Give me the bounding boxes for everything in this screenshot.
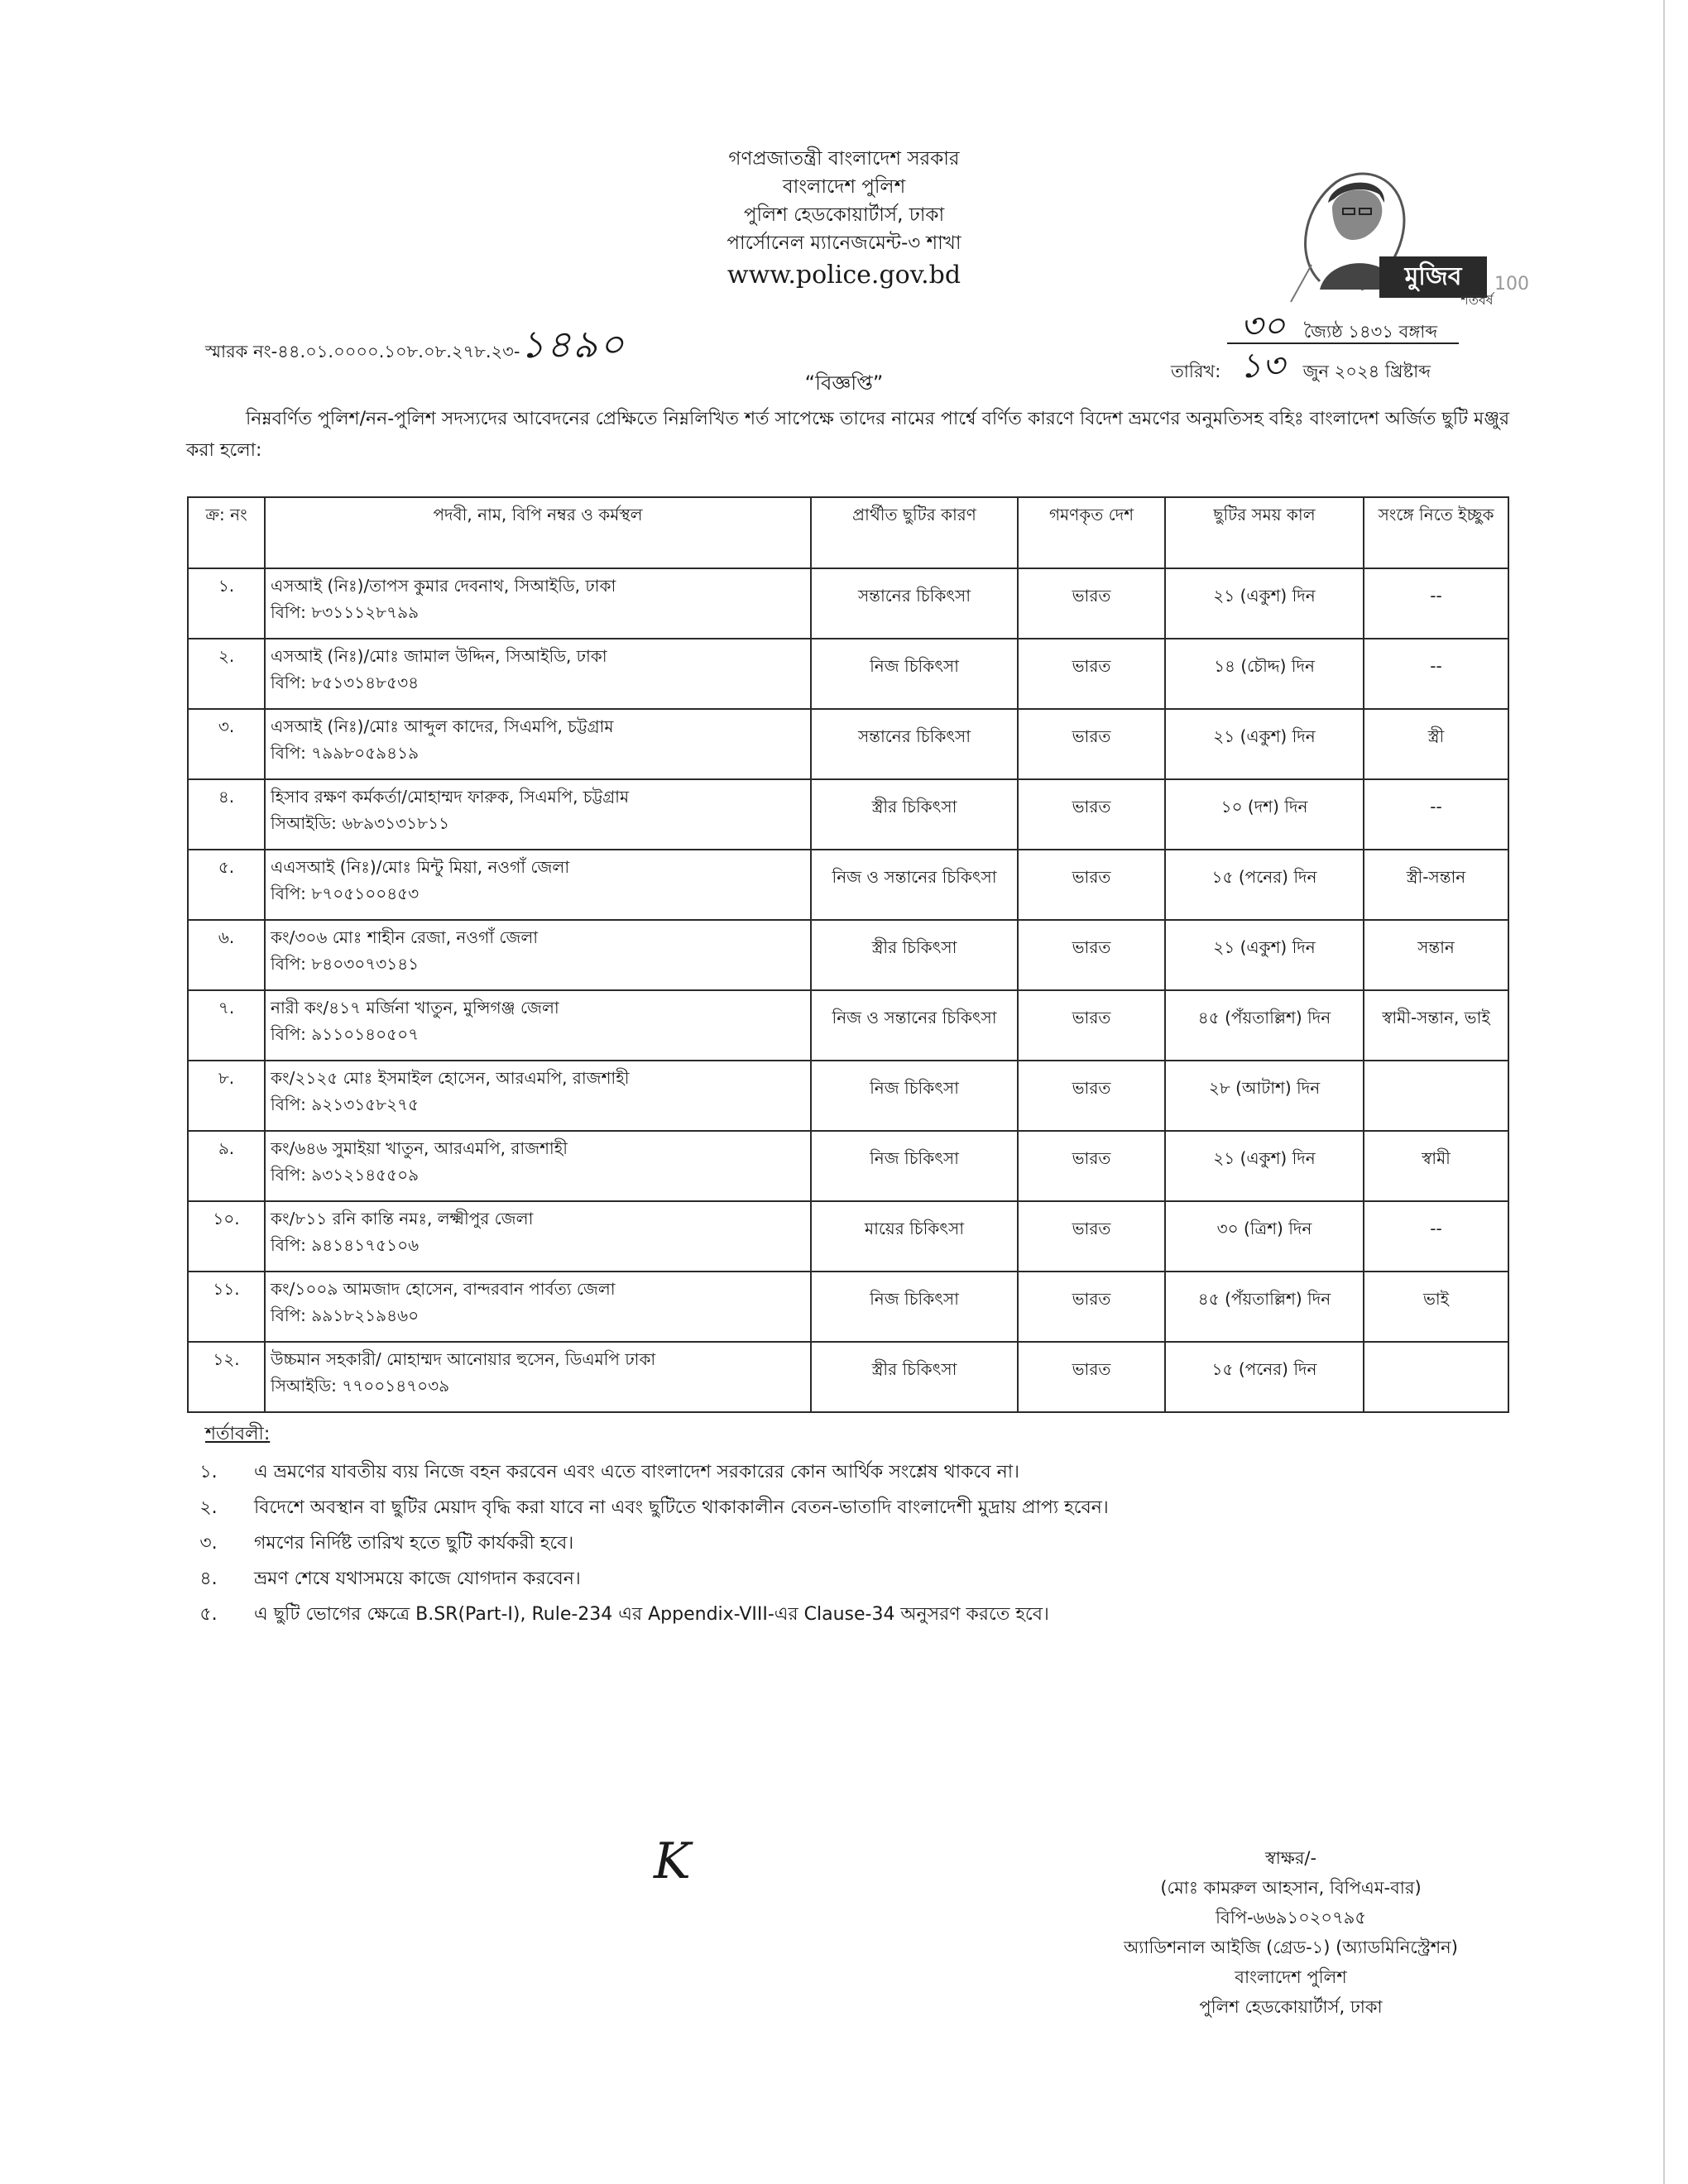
table-row [188,1342,1508,1412]
date-bangla-rest: জ্যৈষ্ঠ ১৪৩১ বঙ্গাব্দ [1303,322,1438,342]
row-country: ভারত [1072,726,1111,746]
row-reason: স্ত্রীর চিকিৎসা [871,937,957,957]
row-country: ভারত [1072,1078,1111,1098]
mujib-100-logo [1287,157,1535,306]
row-country-cell [1018,1061,1165,1131]
condition-item [192,1454,1599,1490]
row-duration-cell [1165,779,1364,850]
row-name: কং/৬৪৬ সুমাইয়া খাতুন, আরএমপি, রাজশাহী [271,1138,568,1158]
row-country: ভারত [1072,937,1111,957]
logo-text: মুজিব [1404,262,1462,291]
row-id: সিআইডি: ৭৭০০১৪৭০৩৯ [271,1376,450,1396]
row-country-cell [1018,850,1165,920]
row-companion-cell [1364,568,1508,639]
col-serial: ক্র: নং [188,497,265,568]
row-companion-cell [1364,990,1508,1061]
row-companion: স্বামী-সন্তান, ভাই [1382,1008,1490,1027]
table-row [188,568,1508,639]
row-name-cell [265,850,811,920]
row-companion: -- [1430,586,1442,606]
condition-text: এ ছুটি ভোগের ক্ষেত্রে B.SR(Part-I), Rule-234 এর Appendix-VIII-এর Clause-34 অনুসরণ করতে হবে। [254,1604,1049,1625]
row-country: ভারত [1072,1219,1111,1238]
signatory-bp-number: বিপি-৬৬৯১০২০৭৯৫ [1216,1908,1366,1928]
condition-number: ৪. [199,1569,218,1589]
memo-handwritten-number: ১৪৯০ [520,322,626,366]
row-country: ভারত [1072,867,1111,887]
condition-text: ভ্রমণ শেষে যথাসময়ে কাজে যোগদান করবেন। [254,1569,581,1589]
row-reason: সন্তানের চিকিৎসা [857,726,971,746]
row-country-cell [1018,639,1165,709]
col-reason: প্রার্থীত ছুটির কারণ [811,497,1018,568]
row-country: ভারত [1072,1359,1111,1379]
signatory-organization: বাংলাদেশ পুলিশ [1235,1967,1347,1987]
row-reason: নিজ ও সন্তানের চিকিৎসা [832,867,997,887]
scan-edge-line [1663,0,1665,2184]
row-name-cell [265,1272,811,1342]
row-name: এসআই (নিঃ)/মোঃ জামাল উদ্দিন, সিআইডি, ঢাকা [271,646,607,666]
row-companion-cell [1364,639,1508,709]
row-name-cell [265,709,811,779]
header-government: গণপ্রজাতন্ত্রী বাংলাদেশ সরকার [728,148,960,170]
row-companion: স্বামী [1422,1148,1451,1168]
logo-subtext: শতবর্ষ [1460,292,1494,306]
signature-label: স্বাক্ষর/- [1264,1848,1317,1868]
col-country: গমণকৃত দেশ [1018,497,1165,568]
row-duration-cell [1165,709,1364,779]
row-duration-cell [1165,639,1364,709]
row-id: বিপি: ৮৭০৫১০০৪৫৩ [271,884,420,903]
row-serial: ৩. [188,709,265,779]
row-reason-cell [811,639,1018,709]
row-country-cell [1018,779,1165,850]
row-name: কং/১০০৯ আমজাদ হোসেন, বান্দরবান পার্বত্য জেলা [271,1279,616,1299]
table-row [188,990,1508,1061]
row-country-cell [1018,920,1165,990]
row-name-cell [265,920,811,990]
condition-number: ২. [199,1497,218,1518]
row-companion-cell [1364,779,1508,850]
row-companion-cell [1364,1342,1508,1412]
row-reason-cell [811,990,1018,1061]
row-name: এসআই (নিঃ)/মোঃ আব্দুল কাদের, সিএমপি, চট্টগ্রাম [271,716,614,736]
row-reason-cell [811,1131,1018,1201]
condition-number: ১. [199,1462,218,1482]
row-country: ভারত [1072,1289,1111,1309]
row-id: বিপি: ৯৯১৮২১৯৪৬০ [271,1305,420,1325]
row-companion: স্ত্রী [1427,726,1445,746]
row-reason: নিজ ও সন্তানের চিকিৎসা [832,1008,997,1027]
row-duration: ৩০ (ত্রিশ) দিন [1216,1219,1312,1238]
table-row [188,850,1508,920]
row-duration: ৪৫ (পঁয়তাল্লিশ) দিন [1197,1008,1331,1027]
row-duration: ২১ (একুশ) দিন [1213,726,1316,746]
row-serial: ১২. [188,1342,265,1412]
row-name-cell [265,990,811,1061]
row-duration: ১৫ (পনের) দিন [1211,1359,1317,1379]
row-serial: ১০. [188,1201,265,1272]
row-reason: নিজ চিকিৎসা [870,656,959,676]
date-english-day: ১৩ [1239,345,1285,386]
row-duration-cell [1165,1342,1364,1412]
row-reason-cell [811,1061,1018,1131]
row-duration-cell [1165,920,1364,990]
signature-block [1059,1843,1523,2022]
row-duration: ২১ (একুশ) দিন [1213,1148,1316,1168]
row-name-cell [265,568,811,639]
leave-table [187,496,1509,1413]
condition-text: এ ভ্রমণের যাবতীয় ব্যয় নিজে বহন করবেন এবং এতে বাংলাদেশ সরকারের কোন আর্থিক সংশ্লেষ থাকবে না। [254,1462,1019,1482]
row-reason-cell [811,709,1018,779]
row-duration-cell [1165,1272,1364,1342]
row-duration: ২৮ (আটাশ) দিন [1208,1078,1321,1098]
signatory-name: (মোঃ কামরুল আহসান, বিপিএম-বার) [1160,1878,1422,1898]
condition-item [192,1525,1599,1561]
row-duration: ১৫ (পনের) দিন [1211,867,1317,887]
row-duration-cell [1165,990,1364,1061]
table-row [188,920,1508,990]
row-reason-cell [811,1201,1018,1272]
row-reason: স্ত্রীর চিকিৎসা [871,1359,957,1379]
row-duration-cell [1165,1131,1364,1201]
row-reason-cell [811,779,1018,850]
condition-item [192,1561,1599,1597]
row-country-cell [1018,709,1165,779]
row-companion-cell [1364,709,1508,779]
row-reason-cell [811,1342,1018,1412]
row-companion: -- [1430,656,1442,676]
row-reason-cell [811,920,1018,990]
row-name: নারী কং/৪১৭ মর্জিনা খাতুন, মুন্সিগঞ্জ জেলা [271,998,559,1018]
row-country-cell [1018,990,1165,1061]
row-name: এএসআই (নিঃ)/মোঃ মিন্টু মিয়া, নওগাঁ জেলা [271,857,570,877]
logo-number: 100 [1494,274,1529,295]
row-reason: নিজ চিকিৎসা [870,1148,959,1168]
row-name: কং/২১২৫ মোঃ ইসমাইল হোসেন, আরএমপি, রাজশাহী [271,1068,630,1088]
row-country-cell [1018,1342,1165,1412]
row-name-cell [265,1342,811,1412]
row-duration-cell [1165,1201,1364,1272]
row-country: ভারত [1072,656,1111,676]
table-row [188,709,1508,779]
row-companion: -- [1430,797,1442,817]
row-reason-cell [811,568,1018,639]
row-companion-cell [1364,920,1508,990]
row-reason: মায়ের চিকিৎসা [864,1219,964,1238]
row-reason: স্ত্রীর চিকিৎসা [871,797,957,817]
conditions-list [192,1454,1599,1632]
row-duration: ১০ (দশ) দিন [1220,797,1308,817]
header-section: পার্সোনেল ম্যানেজমেন্ট-৩ শাখা [727,232,961,254]
memo-prefix: স্মারক নং-৪৪.০১.০০০০.১০৮.০৮.২৭৮.২৩- [205,342,520,362]
table-row [188,639,1508,709]
row-serial: ৫. [188,850,265,920]
row-serial: ৯. [188,1131,265,1201]
signatory-office: পুলিশ হেডকোয়ার্টার্স, ঢাকা [1199,1997,1383,2017]
row-name-cell [265,1131,811,1201]
date-label: তারিখ: [1171,362,1221,381]
row-duration: ২১ (একুশ) দিন [1213,586,1316,606]
row-duration: ২১ (একুশ) দিন [1213,937,1316,957]
row-companion: ভাই [1422,1289,1450,1309]
col-duration: ছুটির সময় কাল [1165,497,1364,568]
condition-item [192,1597,1599,1632]
row-serial: ৮. [188,1061,265,1131]
row-duration-cell [1165,850,1364,920]
condition-text: গমণের নির্দিষ্ট তারিখ হতে ছুটি কার্যকরী হবে। [254,1533,574,1554]
table-row [188,779,1508,850]
row-country-cell [1018,1131,1165,1201]
row-country: ভারত [1072,1008,1111,1027]
row-name: এসআই (নিঃ)/তাপস কুমার দেবনাথ, সিআইডি, ঢাকা [271,576,616,596]
row-id: বিপি: ৮৩১১১২৮৭৯৯ [271,602,420,622]
row-name: কং/৮১১ রনি কান্তি নমঃ, লক্ষ্মীপুর জেলা [271,1209,534,1228]
row-country-cell [1018,1272,1165,1342]
row-reason-cell [811,850,1018,920]
row-companion-cell [1364,1131,1508,1201]
row-reason-cell [811,1272,1018,1342]
row-id: বিপি: ৯২১৩১৫৮২৭৫ [271,1094,420,1114]
row-serial: ১. [188,568,265,639]
row-reason: নিজ চিকিৎসা [870,1078,959,1098]
row-id: বিপি: ৮৫১৩১৪৮৫৩৪ [271,673,420,692]
row-serial: ১১. [188,1272,265,1342]
row-id: বিপি: ৯১১০১৪০৫০৭ [271,1024,420,1044]
conditions-heading: শর্তাবলী: [205,1424,271,1444]
row-companion: সন্তান [1417,937,1455,957]
date-divider [1227,342,1459,344]
notice-intro: নিম্নবর্ণিত পুলিশ/নন-পুলিশ সদস্যদের আবেদনের প্রেক্ষিতে নিম্নলিখিত শর্ত সাপেক্ষে তাদের নামের পার্শ্বে বর্ণিত কারণে বিদেশ ভ্রমণের অনুমতিসহ বহিঃ বাংলাদেশ অর্জিত ছুটি মঞ্জুর করা হলো: [186,409,1510,461]
row-companion-cell [1364,1061,1508,1131]
date-english-rest: জুন ২০২৪ খ্রিষ্টাব্দ [1302,362,1431,381]
row-id: সিআইডি: ৬৮৯৩১৩১৮১১ [271,813,450,833]
row-duration: ৪৫ (পঁয়তাল্লিশ) দিন [1197,1289,1331,1309]
condition-number: ৩. [199,1533,218,1554]
col-companion: সংঙ্গে নিতে ইচ্ছুক [1364,497,1508,568]
header-website: www.police.gov.bd [727,261,961,290]
row-name-cell [265,1201,811,1272]
row-serial: ২. [188,639,265,709]
row-reason: নিজ চিকিৎসা [870,1289,959,1309]
row-companion-cell [1364,1272,1508,1342]
row-companion: স্ত্রী-সন্তান [1406,867,1466,887]
signatory-designation: অ্যাডিশনাল আইজি (গ্রেড-১) (অ্যাডমিনিস্ট্রেশন) [1124,1937,1458,1957]
row-id: বিপি: ৯৪১৪১৭৫১০৬ [271,1235,420,1255]
row-country: ভারত [1072,1148,1111,1168]
row-name: হিসাব রক্ষণ কর্মকর্তা/মোহাম্মদ ফারুক, সিএমপি, চট্টগ্রাম [271,787,630,807]
row-duration-cell [1165,568,1364,639]
row-name-cell [265,779,811,850]
condition-number: ৫. [199,1604,218,1625]
row-id: বিপি: ৭৯৯৮০৫৯৪১৯ [271,743,420,763]
row-companion-cell [1364,1201,1508,1272]
table-row [188,1131,1508,1201]
condition-item [192,1490,1599,1525]
row-serial: ৭. [188,990,265,1061]
table-header-row [188,497,1508,568]
table-row [188,1061,1508,1131]
row-duration: ১৪ (চৌদ্দ) দিন [1214,656,1315,676]
header-organization: বাংলাদেশ পুলিশ [782,176,906,198]
header-office: পুলিশ হেডকোয়ার্টার্স, ঢাকা [743,204,945,226]
table-row [188,1201,1508,1272]
row-serial: ৬. [188,920,265,990]
row-country: ভারত [1072,797,1111,817]
row-name-cell [265,1061,811,1131]
row-id: বিপি: ৯৩১২১৪৫৫০৯ [271,1165,420,1185]
row-id: বিপি: ৮৪০৩০৭৩১৪১ [271,954,420,974]
condition-text: বিদেশে অবস্থান বা ছুটির মেয়াদ বৃদ্ধি করা যাবে না এবং ছুটিতে থাকাকালীন বেতন-ভাতাদি বাংলাদেশী মুদ্রায় প্রাপ্য হবেন। [254,1497,1109,1518]
row-duration-cell [1165,1061,1364,1131]
row-name-cell [265,639,811,709]
row-name: উচ্চমান সহকারী/ মোহাম্মদ আনোয়ার হুসেন, ডিএমপি ঢাকা [271,1349,656,1369]
handwritten-mark: K [654,1832,691,1890]
row-serial: ৪. [188,779,265,850]
date-bangla-day: ৩০ [1240,305,1286,346]
col-name: পদবী, নাম, বিপি নম্বর ও কর্মস্থল [265,497,811,568]
row-country-cell [1018,1201,1165,1272]
row-companion: -- [1430,1219,1442,1238]
notice-title: “বিজ্ঞপ্তি” [804,371,884,395]
row-name: কং/৩০৬ মোঃ শাহীন রেজা, নওগাঁ জেলা [271,927,539,947]
row-reason: সন্তানের চিকিৎসা [857,586,971,606]
row-country: ভারত [1072,586,1111,606]
row-country-cell [1018,568,1165,639]
row-companion-cell [1364,850,1508,920]
table-row [188,1272,1508,1342]
